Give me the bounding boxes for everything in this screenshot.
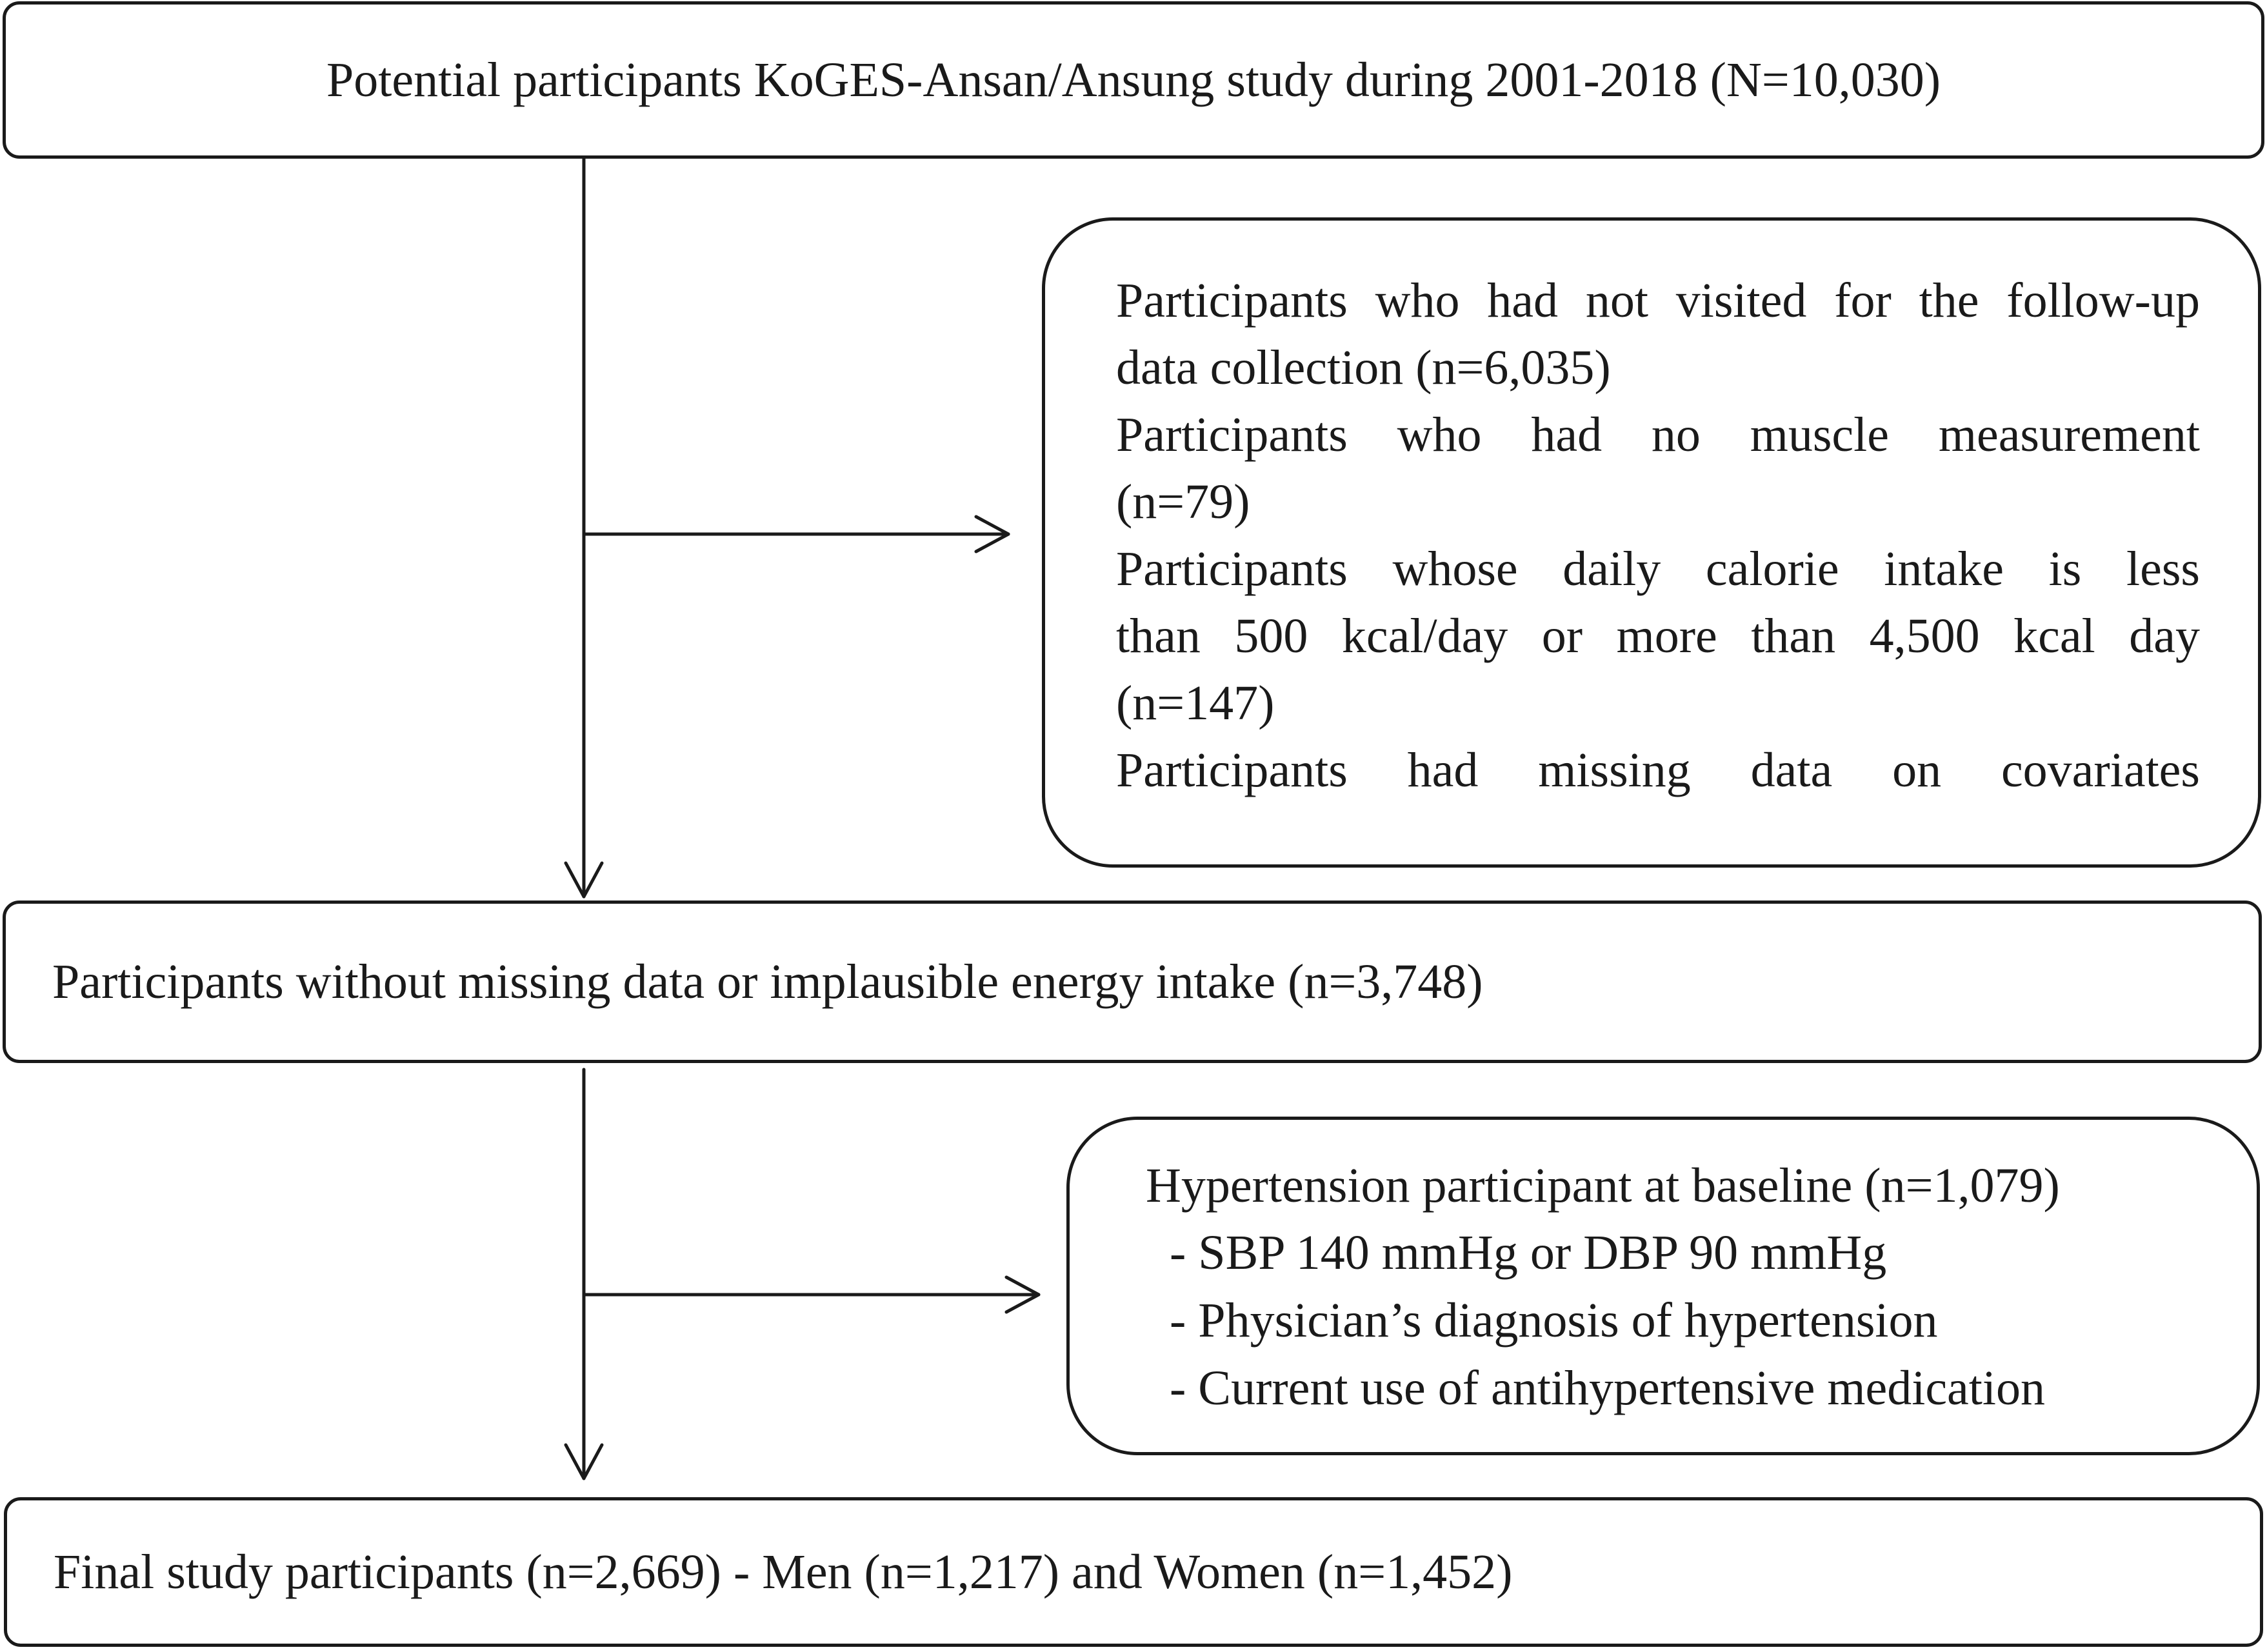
potential-participants-label: Potential participants KoGES-Ansan/Ansung study during 2001-2018 (N=10,030) <box>326 52 1941 107</box>
exclusion-line: Participants whose daily calorie intake is less <box>1116 542 2200 596</box>
exclusion-line: than 500 kcal/day or more than 4,500 kcal day <box>1116 609 2200 663</box>
exclusion-line: data collection (n=6,035) <box>1116 341 1611 395</box>
exclusion-line: Participants who had not visited for the follow-up <box>1116 274 2200 328</box>
hypertension-criteria-list <box>1170 1219 2045 1422</box>
exclusion-line: Participants who had no muscle measurement <box>1116 408 2200 462</box>
hypertension-exclusion-box <box>1066 1117 2260 1455</box>
exclusion-line: (n=147) <box>1116 676 1275 730</box>
hypertension-criterion: - Physician’s diagnosis of hypertension <box>1170 1293 1938 1348</box>
exclusion-line: (n=79) <box>1116 475 1250 529</box>
exclusion-line: Participants had missing data on covariates <box>1116 743 2200 797</box>
hypertension-criterion: - SBP 140 mmHg or DBP 90 mmHg <box>1170 1226 1887 1280</box>
final-participants-label: Final study participants (n=2,669) - Men (n=1,217) and Women (n=1,452) <box>54 1544 1513 1599</box>
exclusions-text <box>1116 267 2200 804</box>
hypertension-criterion: - Current use of antihypertensive medication <box>1170 1361 2046 1415</box>
without-missing-data-box <box>3 901 2262 1063</box>
exclusions-box <box>1042 217 2261 868</box>
without-missing-data-label: Participants without missing data or implausible energy intake (n=3,748) <box>52 954 1483 1009</box>
hypertension-heading: Hypertension participant at baseline (n=1,079) <box>1146 1159 2060 1213</box>
final-participants-box <box>4 1497 2263 1647</box>
potential-participants-box <box>3 1 2264 159</box>
